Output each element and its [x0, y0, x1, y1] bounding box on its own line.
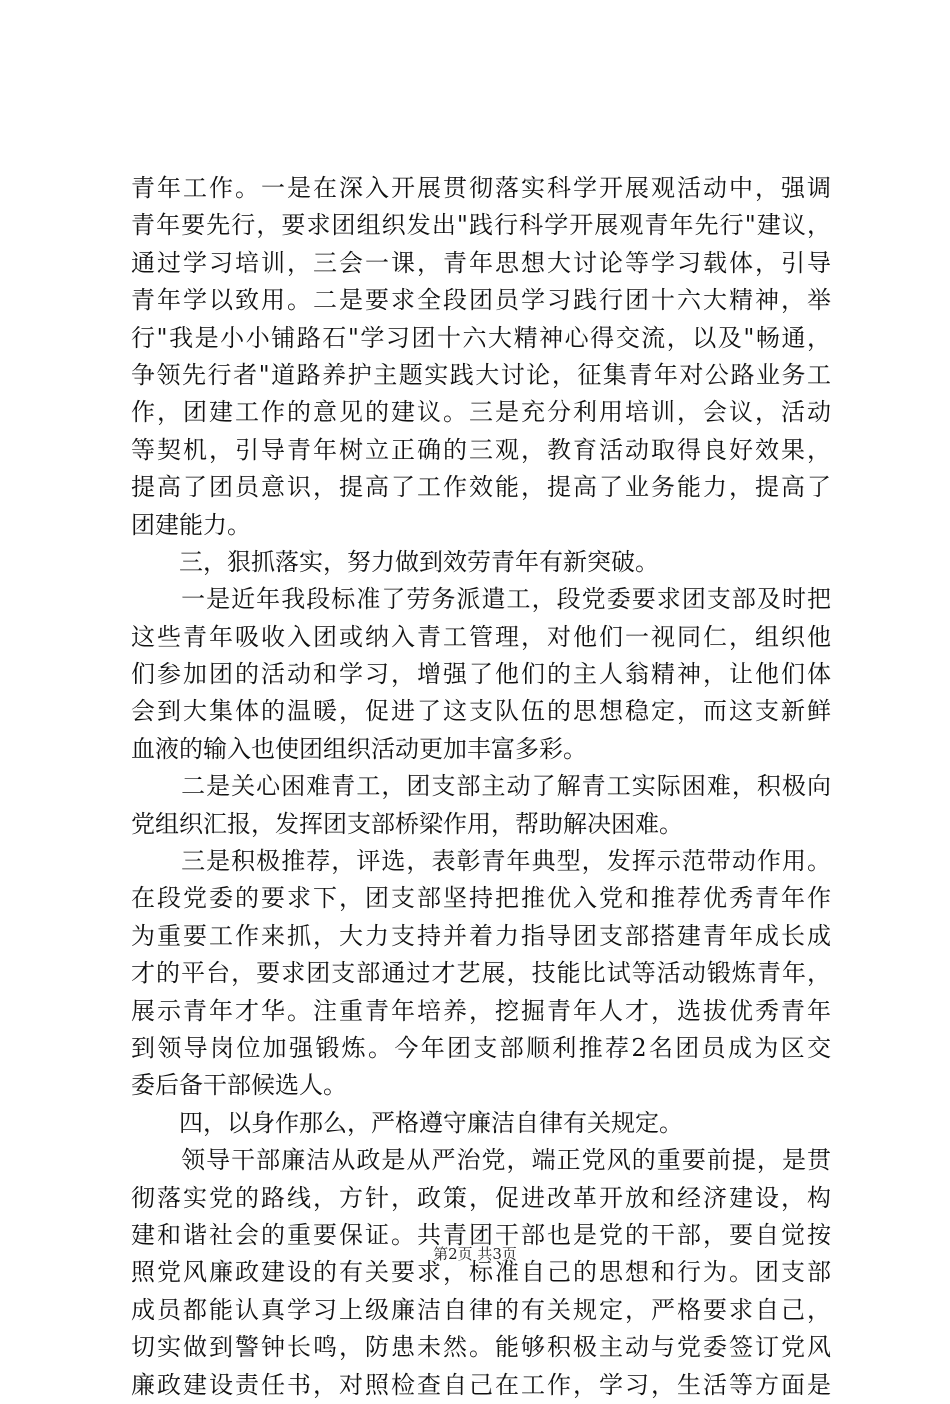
text-line: 会到大集体的温暖，促进了这支队伍的思想稳定，而这支新鲜 [131, 697, 831, 726]
text-line: 廉政建设责任书，对照检查自己在工作，学习，生活等方面是 [131, 1370, 831, 1399]
text-line: 争领先行者"道路养护主题实践大讨论，征集青年对公路业务工 [131, 360, 831, 389]
text-line: 党组织汇报，发挥团支部桥梁作用，帮助解决困难。 [131, 809, 683, 838]
text-line: 委后备干部候选人。 [131, 1071, 347, 1100]
text-line: 这些青年吸收入团或纳入青工管理，对他们一视同仁，组织他 [131, 622, 831, 651]
text-line: 为重要工作来抓，大力支持并着力指导团支部搭建青年成长成 [131, 921, 831, 950]
text-line: 三，狠抓落实，努力做到效劳青年有新突破。 [131, 547, 659, 576]
text-line: 青年要先行，要求团组织发出"践行科学开展观青年先行"建议， [131, 211, 831, 240]
text-line: 照党风廉政建设的有关要求，标准自己的思想和行为。团支部 [131, 1258, 831, 1287]
text-line: 等契机，引导青年树立正确的三观，教育活动取得良好效果， [131, 435, 831, 464]
text-line: 四，以身作那么，严格遵守廉洁自律有关规定。 [131, 1108, 683, 1137]
text-line: 成员都能认真学习上级廉洁自律的有关规定，严格要求自己， [131, 1295, 831, 1324]
text-line: 三是积极推荐，评选，表彰青年典型，发挥示范带动作用。 [131, 847, 831, 876]
text-line: 通过学习培训，三会一课，青年思想大讨论等学习载体，引导 [131, 248, 831, 277]
text-line: 才的平台，要求团支部通过才艺展，技能比试等活动锻炼青年， [131, 959, 831, 988]
text-line: 提高了团员意识，提高了工作效能，提高了业务能力，提高了 [131, 473, 831, 502]
document-body [131, 170, 831, 1404]
text-line: 建和谐社会的重要保证。共青团干部也是党的干部，要自觉按 [131, 1220, 831, 1249]
text-line: 行"我是小小铺路石"学习团十六大精神心得交流，以及"畅通， [131, 323, 831, 352]
text-line: 彻落实党的路线，方针，政策，促进改革开放和经济建设，构 [131, 1183, 831, 1212]
text-line: 作，团建工作的意见的建议。三是充分利用培训，会议，活动 [131, 398, 831, 427]
text-line: 展示青年才华。注重青年培养，挖掘青年人才，选拔优秀青年 [131, 996, 831, 1025]
text-line: 到领导岗位加强锻炼。今年团支部顺利推荐2名团员成为区交 [131, 1033, 831, 1062]
text-line: 们参加团的活动和学习，增强了他们的主人翁精神，让他们体 [131, 660, 831, 689]
text-line: 青年工作。一是在深入开展贯彻落实科学开展观活动中，强调 [131, 174, 831, 202]
text-line: 切实做到警钟长鸣，防患未然。能够积极主动与党委签订党风 [131, 1333, 831, 1362]
text-line: 血液的输入也使团组织活动更加丰富多彩。 [131, 734, 587, 763]
text-line: 二是关心困难青工，团支部主动了解青工实际困难，积极向 [131, 772, 831, 801]
text-line: 青年学以致用。二是要求全段团员学习践行团十六大精神，举 [131, 286, 831, 315]
text-line: 在段党委的要求下，团支部坚持把推优入党和推荐优秀青年作 [131, 884, 831, 913]
text-line: 领导干部廉洁从政是从严治党，端正党风的重要前提，是贯 [131, 1146, 831, 1175]
page-number-footer: 第2页 共3页 [433, 1245, 517, 1263]
text-line: 团建能力。 [131, 510, 251, 539]
text-line: 一是近年我段标准了劳务派遣工，段党委要求团支部及时把 [131, 585, 831, 614]
